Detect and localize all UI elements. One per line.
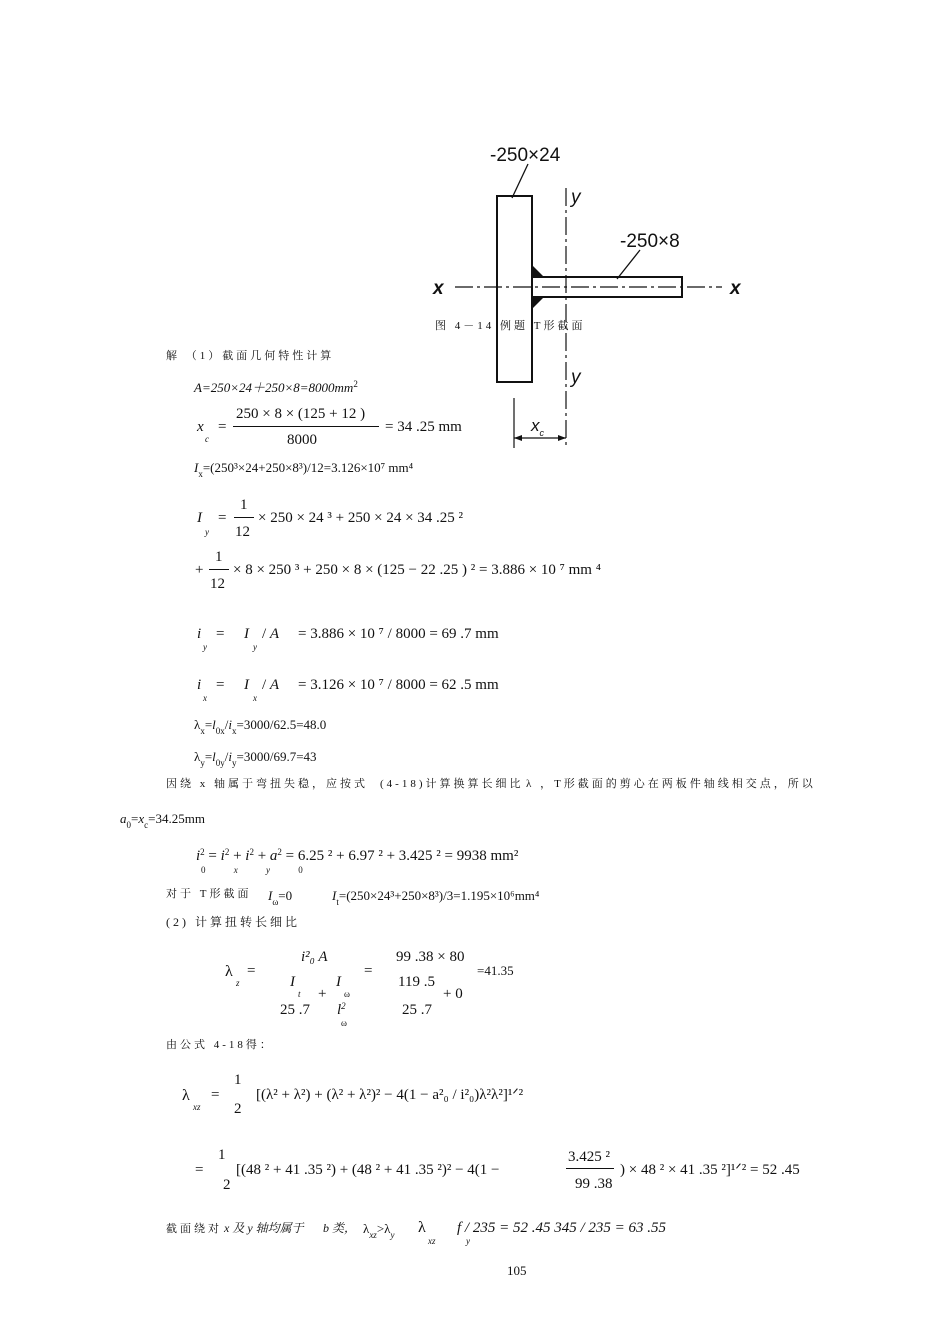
iy-symbol-sub: y <box>205 527 209 537</box>
lambda-z-257: 25 .7 <box>280 1002 310 1018</box>
lambda-z-l2-sub: ω <box>341 1018 347 1028</box>
i0-line: $i^2 = i^2 + i^2 + a^2 = 6.25$ ² + 6.97 ² + 3.425 ² = 9938 mm² <box>196 847 519 864</box>
calc-part-a: [(48 ² + 41 .35 ²) + (48 ² + 41 .35 ²)² − 4(1 − <box>236 1162 500 1178</box>
xc-symbol: x <box>197 419 204 435</box>
iy-terms-a: × 250 × 24 ³ + 250 × 24 × 34 .25 ² <box>258 510 464 526</box>
iy-symbol: I <box>197 510 202 526</box>
lambda-xz-half-2: 2 <box>234 1101 242 1117</box>
lambda-z-l2: $l^2$ <box>337 1001 346 1018</box>
lambda-xz-symbol: λ <box>182 1087 190 1104</box>
lambda-x-line: $\lambda_x=l_{0x}/i_x=3000/62.5=48.0$ <box>194 717 327 736</box>
iw-line: $I_\omega=0$ <box>268 888 293 907</box>
lambda-z-257b: 25 .7 <box>402 1002 432 1018</box>
iy-one: 1 <box>240 497 248 513</box>
xc-numerator: 250 × 8 × (125 + 12 ) <box>236 406 366 422</box>
calc-half-1: 1 <box>218 1147 226 1163</box>
paragraph-1a: 因绕 x 轴属于弯扭失稳，应按式 <box>166 778 368 790</box>
axis-y-top-label: y <box>571 187 581 208</box>
it-value: =(250×24³+250×8³)/3=1.195×10⁶mm⁴ <box>338 888 540 903</box>
lambda-xz-formula: [(λ² + λ²) + (λ² + λ²)² − 4(1 − a²₀ / i²₀)λ²λ²]¹ᐟ² <box>256 1087 524 1103</box>
step1-heading: 解 （1）截面几何特性计算 <box>166 350 335 362</box>
iy-radius-symbol: i <box>197 626 202 642</box>
iy-radius-I: I <box>244 626 249 642</box>
lambda-z-den-It-sub: t <box>298 989 301 999</box>
lambda-z-den-plus: + <box>318 986 327 1002</box>
lambda-z-num2: 99 .38 × 80 <box>396 949 465 965</box>
final-b: x 及 y 轴均属于 <box>224 1221 304 1235</box>
xc-symbol-sub: c <box>205 434 209 444</box>
xc-eq: = <box>218 419 227 435</box>
lambda-z-num: i²₀ A <box>301 949 328 965</box>
final-d: λ <box>418 1219 426 1236</box>
ix-radius-symbol: i <box>197 677 202 693</box>
iy-plus: + <box>195 562 204 578</box>
iy-radius-sub: y <box>203 642 207 652</box>
calc-frac-num: 3.425 ² <box>568 1149 610 1165</box>
iy-one-b: 1 <box>215 549 223 565</box>
final-compare: $\lambda_{xz}>\lambda_y$ <box>363 1221 395 1240</box>
lambda-z-eq: = <box>247 963 256 979</box>
iy-radius-div: / A <box>262 626 280 642</box>
final-d-sub: xz <box>428 1236 436 1246</box>
figure-caption: 图 4－14 例题 T形截面 <box>435 320 586 332</box>
final-e: f / 235 = 52 .45 345 / 235 = 63 .55 <box>457 1220 666 1236</box>
xc-letter: x <box>531 416 540 435</box>
axis-x-right-label: x <box>730 278 741 299</box>
calc-part-b: ) × 48 ² × 41 .35 ²]¹ᐟ² = 52 .45 <box>620 1162 800 1178</box>
calc-eq: = <box>195 1162 204 1178</box>
iy-twelve: 12 <box>235 524 250 540</box>
calc-frac-den: 99 .38 <box>575 1176 613 1192</box>
it-line: $I_t=(250\times 24^3+250\times 8^3)/3=1.195\times 10^6mm^4$ <box>332 888 540 907</box>
ix-radius-div: / A <box>262 677 280 693</box>
iy-radius-value: = 3.886 × 10 ⁷ / 8000 = 69 .7 mm <box>298 626 499 642</box>
iy-radius-eq: = <box>216 626 225 642</box>
final-e-sub: y <box>466 1236 470 1246</box>
axis-x-left-label: x <box>433 278 444 299</box>
iy-radius-I-sub: y <box>253 642 257 652</box>
lambda-z-sub: z <box>236 978 240 988</box>
ix-radius-I: I <box>244 677 249 693</box>
step2-heading: (2) 计算扭转长细比 <box>166 915 300 929</box>
calc-half-2: 2 <box>223 1177 231 1193</box>
lambda-xz-sub: xz <box>193 1102 201 1112</box>
a0-value: =34.25mm <box>148 811 205 826</box>
area-sup: 2 <box>353 379 358 389</box>
ix-text: =(250³×24+250×8³)/12=3.126×10⁷ mm⁴ <box>202 460 414 475</box>
t-section-label: 对于 T形截面 <box>166 888 252 900</box>
flange-plate <box>497 196 532 382</box>
iy-frac-bar-b <box>209 569 229 570</box>
lambda-z-symbol: λ <box>225 963 233 980</box>
ix-radius-value: = 3.126 × 10 ⁷ / 8000 = 62 .5 mm <box>298 677 499 693</box>
lambda-z-den-Iw-sub: ω <box>344 989 350 999</box>
lambda-y-line: $\lambda_y=l_{0y}/i_y=3000/69.7=43$ <box>194 749 317 768</box>
xc-arrow-left <box>514 435 522 441</box>
ix-sub: x <box>198 469 203 479</box>
lambda-z-den2a: 119 .5 <box>398 974 435 990</box>
iw-value: =0 <box>278 888 293 903</box>
lambda-z-result: =41.35 <box>477 963 514 978</box>
xc-dimension-label <box>531 416 544 438</box>
area-text: A=250×24＋250×8=8000mm <box>194 380 354 395</box>
final-c: b 类， <box>323 1221 357 1235</box>
xc-subscript: c <box>539 428 544 438</box>
i0-value: = 6.25 ² + 6.97 ² + 3.425 ² = 9938 mm² <box>285 848 519 864</box>
lambda-z-den-It: I <box>290 974 295 990</box>
ix-radius-I-sub: x <box>253 693 257 703</box>
formula-ref: 由公式 4-18得： <box>166 1039 274 1051</box>
xc-fraction-bar <box>233 426 379 427</box>
lambda-z-den-Iw: I <box>336 974 341 990</box>
iy-twelve-b: 12 <box>210 576 225 592</box>
xc-result: = 34 .25 mm <box>385 419 462 435</box>
ix-line <box>194 460 414 479</box>
lambda-z-eq2: = <box>364 963 373 979</box>
leader-line-top <box>512 164 528 198</box>
paragraph-1c: λ ，T形截面的剪心在两板件轴线相交点，所以 <box>526 778 816 790</box>
ix-symbol: I <box>194 460 199 475</box>
lambda-xz-half-1: 1 <box>234 1072 242 1088</box>
lambda-xz-eq: = <box>211 1087 220 1103</box>
calc-fraction-bar <box>566 1168 614 1169</box>
leader-line-right <box>617 250 640 279</box>
i0-subs: 0 x y 0 <box>201 865 303 875</box>
ix-radius-eq: = <box>216 677 225 693</box>
lambda-y-value: =3000/69.7=43 <box>236 749 317 764</box>
figure-label-web: -250×8 <box>620 231 680 252</box>
paragraph-1b: (4-18)计算换算长细比 <box>380 778 524 790</box>
page-number: 105 <box>507 1263 527 1278</box>
lambda-x-value: =3000/62.5=48.0 <box>236 717 327 732</box>
xc-arrow-right <box>558 435 566 441</box>
a0-line: $a_0=x_c=34.25mm$ <box>120 811 205 830</box>
xc-denominator: 8000 <box>287 432 317 448</box>
final-a: 截面绕对 <box>166 1223 222 1235</box>
axis-y-bottom-label: y <box>571 367 581 388</box>
iy-eq: = <box>218 510 227 526</box>
ix-radius-sub: x <box>203 693 207 703</box>
iy-terms-b: × 8 × 250 ³ + 250 × 8 × (125 − 22 .25 ) ² = 3.886 × 10 ⁷ mm ⁴ <box>233 562 601 578</box>
iy-frac-bar-a <box>234 517 254 518</box>
lambda-z-den2b: + 0 <box>443 986 463 1002</box>
area-line <box>194 381 358 394</box>
figure-label-flange: -250×24 <box>490 145 561 166</box>
